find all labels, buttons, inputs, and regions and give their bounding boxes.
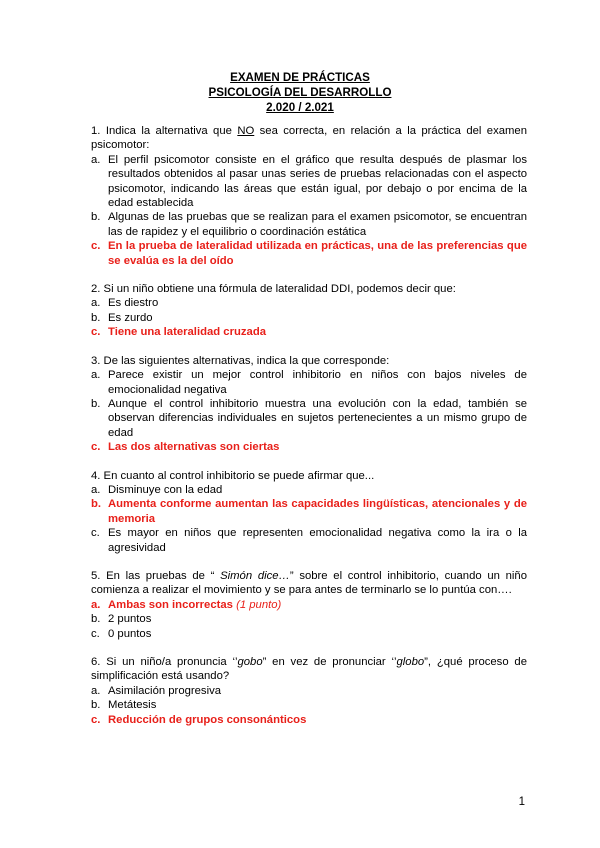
option-letter: c. (91, 527, 100, 540)
option-c (91, 627, 527, 641)
stem-text: ” sobre el control inhibitorio, cuando un niño comienza a realizar el movimiento y se para antes de terminarlo se lo puntúa con…. (91, 569, 527, 597)
academic-year: 2.020 / 2.021 (266, 101, 334, 114)
question-5 (91, 569, 527, 641)
question-stem: 3. De las siguientes alternativas, indica la que corresponde: (91, 354, 390, 367)
stem-text: 1. Indica la alternativa que (91, 125, 238, 137)
option-text: Algunas de las pruebas que se realizan para el examen psicomotor, se encuentran las de rapidez y el equilibrio o coordinación estática (108, 211, 527, 238)
option-letter: b. (91, 699, 101, 712)
option-letter: c. (91, 240, 101, 253)
question-4 (91, 469, 527, 555)
option-text: Ambas son incorrectas (108, 598, 233, 611)
options-list (91, 598, 527, 641)
exam-header (0, 70, 600, 115)
option-a (91, 368, 527, 397)
option-text: Aumenta conforme aumentan las capacidades lingüísticas, atencionales y de memoria (108, 498, 527, 525)
option-text: En la prueba de lateralidad utilizada en prácticas, una de las preferencias que se evalúa es la del oído (108, 240, 527, 267)
points-note: (1 punto) (236, 598, 282, 611)
option-c-correct (91, 239, 527, 268)
option-text: Es diestro (108, 297, 159, 310)
option-b (91, 311, 527, 325)
option-b-correct (91, 497, 527, 526)
option-text: Aunque el control inhibitorio muestra una evolución con la edad, también se observan diferencias individuales en sujetos pertenecientes a un mismo grupo de edad (108, 397, 527, 439)
option-text: El perfil psicomotor consiste en el gráfico que resulta después de plasmar los resultados obtenidos al pasar unas series de pruebas relacionadas con el aspecto psicomotor, indicando las áreas que están igual, por debajo o por encima de la edad establecida (108, 153, 527, 210)
option-letter: a. (91, 483, 101, 496)
stem-text: ” en vez de pronunciar ‘’ (262, 656, 397, 668)
option-c-correct (91, 713, 527, 727)
option-letter: c. (91, 713, 101, 726)
subject-title: PSICOLOGÍA DEL DESARROLLO (208, 86, 392, 99)
option-b (91, 210, 527, 239)
option-b (91, 397, 527, 440)
option-a (91, 296, 527, 310)
option-b (91, 698, 527, 712)
option-letter: b. (91, 311, 101, 324)
option-text: Es zurdo (108, 311, 153, 324)
question-6 (91, 655, 527, 727)
option-letter: a. (91, 297, 101, 310)
option-c (91, 526, 527, 555)
exam-title: EXAMEN DE PRÁCTICAS (230, 71, 370, 84)
option-letter: b. (91, 498, 102, 511)
option-letter: c. (91, 326, 101, 339)
question-stem: 2. Si un niño obtiene una fórmula de lateralidad DDI, podemos decir que: (91, 283, 456, 296)
option-c-correct (91, 440, 527, 454)
stem-text: 6. Si un niño/a pronuncia ‘’ (91, 656, 238, 668)
option-a-correct (91, 598, 527, 612)
option-a (91, 153, 527, 211)
option-letter: c. (91, 627, 100, 640)
option-letter: a. (91, 153, 101, 166)
options-list (91, 153, 527, 268)
option-a (91, 483, 527, 497)
option-a (91, 684, 527, 698)
options-list (91, 684, 527, 727)
question-stem (91, 655, 527, 684)
options-list (91, 368, 527, 454)
option-text: 0 puntos (108, 627, 152, 640)
question-3 (91, 354, 527, 455)
option-text: Asimilación progresiva (108, 684, 222, 697)
stem-emphasis: gobo (237, 656, 263, 668)
option-letter: b. (91, 211, 101, 224)
option-text: Metátesis (108, 699, 157, 712)
option-text: Las dos alternativas son ciertas (108, 441, 280, 454)
option-letter: c. (91, 441, 101, 454)
stem-emphasis: globo (396, 656, 425, 668)
questions-list (91, 124, 527, 741)
option-letter: b. (91, 613, 101, 626)
option-text: Reducción de grupos consonánticos (108, 713, 307, 726)
option-letter: a. (91, 598, 101, 611)
option-c-correct (91, 325, 527, 339)
stem-text: sea correcta, en relación a la práctica del examen psicomotor: (91, 125, 527, 152)
option-letter: a. (91, 369, 101, 382)
stem-emphasis: NO (237, 125, 255, 137)
question-stem (91, 124, 527, 153)
stem-text: 5. En las pruebas de “ (91, 569, 221, 582)
option-b (91, 612, 527, 626)
question-1 (91, 124, 527, 268)
option-text: Tiene una lateralidad cruzada (108, 326, 267, 339)
option-letter: b. (91, 397, 101, 410)
stem-emphasis: Simón dice… (220, 569, 290, 582)
stem-text: ”, ¿qué proceso de simplificación está usando? (91, 656, 527, 683)
option-text: Parece existir un mejor control inhibitorio en niños con bajos niveles de emocionalidad negativa (108, 369, 527, 396)
option-text: Es mayor en niños que representen emocionalidad negativa como la ira o la agresividad (108, 527, 527, 554)
question-stem: 4. En cuanto al control inhibitorio se puede afirmar que... (91, 469, 375, 482)
option-letter: a. (91, 684, 101, 697)
options-list (91, 483, 527, 555)
question-stem (91, 569, 527, 598)
page-number: 1 (518, 796, 525, 808)
option-text: Disminuye con la edad (108, 483, 223, 496)
question-2 (91, 282, 527, 340)
options-list (91, 296, 527, 339)
option-text: 2 puntos (108, 613, 152, 626)
